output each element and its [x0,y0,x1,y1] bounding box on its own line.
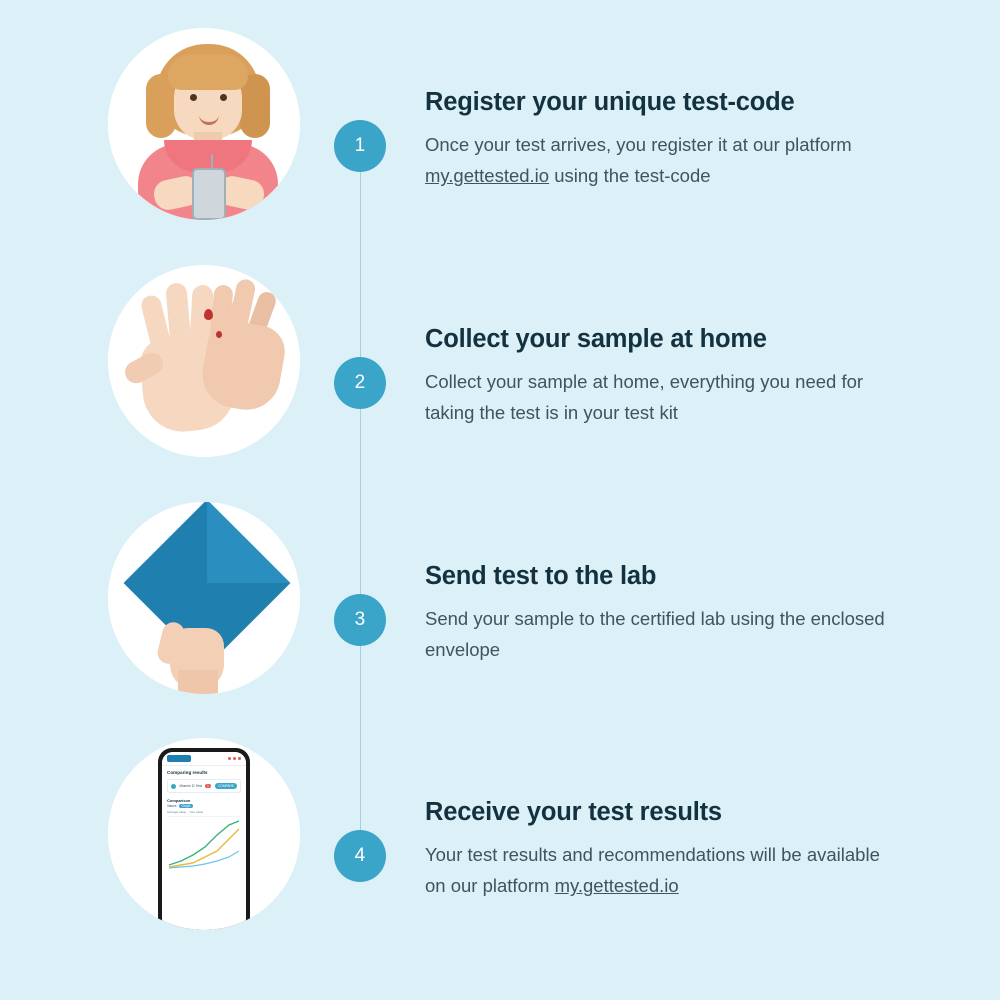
step-description-4 [425,839,905,901]
step-item-1 [0,28,1000,268]
step-description-1 [425,129,905,191]
platform-link-4[interactable]: my.gettested.io [554,875,679,897]
hand-holding-blue-envelope-photo [108,502,300,694]
woman-with-phone-photo [108,28,300,220]
step-content-3 [425,562,925,665]
step-number-badge-2: 2 [334,357,386,409]
app-tab-graph[interactable]: Graph [179,804,194,808]
app-legend-your-value: Your value [189,810,204,814]
step-content-2 [425,325,925,428]
step-description-1-text-after: using the test-code [549,165,711,187]
step-title-3: Send test to the lab [425,562,657,590]
app-test-name: Vitamin D Test [179,784,203,788]
step-content-4 [425,798,925,901]
app-tab-values[interactable]: Values [167,804,177,808]
step-title-1: Register your unique test-code [425,88,795,116]
finger-prick-hands-photo [108,265,300,457]
step-content-1 [425,88,925,191]
step-description-3: Send your sample to the certified lab using the enclosed envelope [425,608,885,661]
smartphone-results-app-photo [108,738,300,930]
step-description-4-text: Your test results and recommendations will be available on our platform [425,844,880,897]
step-title-4: Receive your test results [425,798,722,826]
step-title-2: Collect your sample at home [425,325,767,353]
platform-link-1[interactable]: my.gettested.io [425,165,550,187]
app-results-chart [167,816,241,869]
step-item-4 [0,738,1000,978]
phone-mockup [158,748,250,930]
app-heading: Comparing results [167,770,208,775]
step-description-2: Collect your sample at home, everything you need for taking the test is in your test kit [425,371,864,424]
app-section-title: Comparison [167,798,191,803]
step-item-3 [0,502,1000,742]
step-number-badge-3: 3 [334,594,386,646]
app-compare-button[interactable]: COMPARE [215,783,237,789]
app-logo-icon [167,755,191,762]
step-number-badge-1: 1 [334,120,386,172]
step-number-badge-4: 4 [334,830,386,882]
app-legend-average: Average value [167,810,187,814]
app-badge-count: 1 [207,784,209,788]
step-item-2 [0,265,1000,505]
test-icon [171,784,176,789]
step-description-1-text: Once your test arrives, you register it at our platform [425,134,852,156]
app-menu-dots-icon [228,757,241,760]
app-test-row [167,779,241,793]
